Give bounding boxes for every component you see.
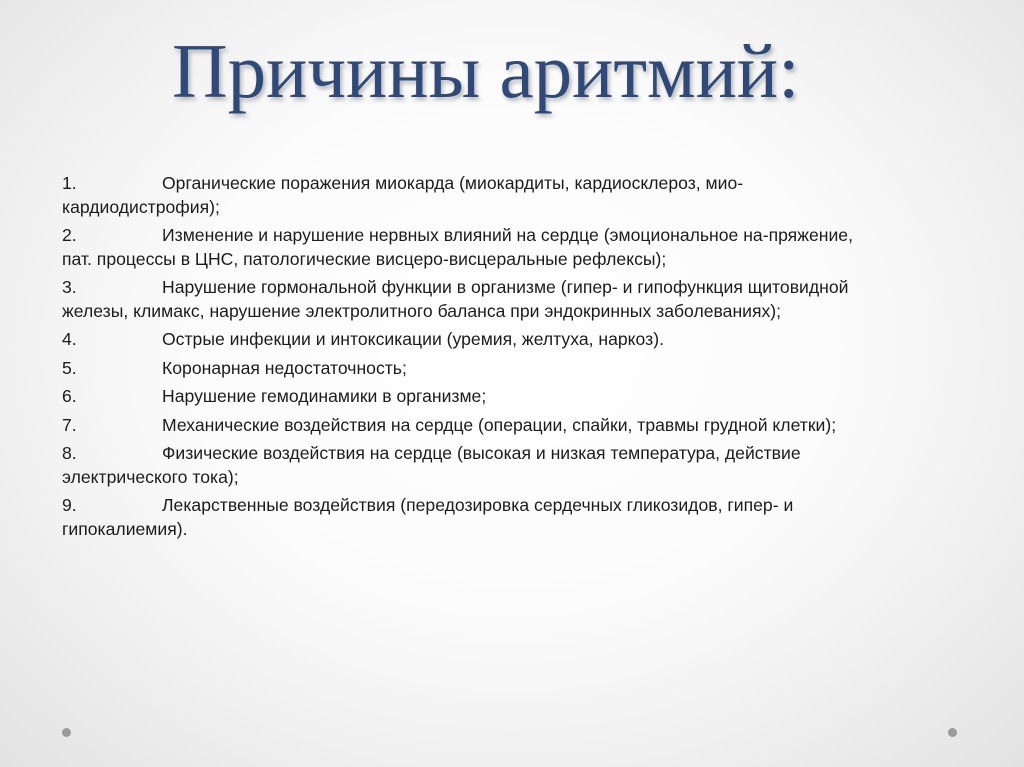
item-number: 9.: [62, 495, 77, 515]
corner-dot-icon: [62, 728, 71, 737]
item-text-continued: электрического тока);: [62, 466, 239, 487]
corner-dot-icon: [948, 728, 957, 737]
item-number: 5.: [62, 357, 77, 378]
item-text: Коронарная недостаточность;: [162, 357, 407, 378]
list-item: [62, 328, 962, 352]
item-text: Лекарственные воздействия (передозировка сердечных гликозидов, гипер- и: [162, 495, 794, 515]
item-text-continued: пат. процессы в ЦНС, патологические висцеро-висцеральные рефлексы);: [62, 248, 667, 269]
list-item: [62, 357, 962, 381]
item-number: 1.: [62, 173, 77, 193]
causes-list: [62, 172, 962, 546]
item-text-continued: кардиодистрофия);: [62, 196, 220, 217]
item-number: 3.: [62, 277, 77, 297]
item-text: Изменение и нарушение нервных влияний на сердце (эмоциональное на-пряжение,: [162, 225, 853, 245]
item-text: Механические воздействия на сердце (операции, спайки, травмы грудной клетки);: [162, 414, 837, 435]
item-text: Физические воздействия на сердце (высокая и низкая температура, действие: [162, 443, 801, 463]
list-item: [62, 172, 962, 219]
list-item: [62, 276, 962, 323]
item-text: Нарушение гормональной функции в организме (гипер- и гипофункция щитовидной: [162, 277, 849, 297]
item-number: 6.: [62, 386, 77, 406]
list-item: [62, 494, 962, 541]
item-text-continued: гипокалиемия).: [62, 518, 188, 539]
item-number: 8.: [62, 443, 77, 463]
list-item: [62, 385, 962, 409]
item-number: 2.: [62, 225, 77, 245]
item-text: Органические поражения миокарда (миокардиты, кардиосклероз, мио-: [162, 173, 744, 193]
list-item: [62, 224, 962, 271]
item-text: Острые инфекции и интоксикации (уремия, желтуха, наркоз).: [162, 329, 664, 349]
slide-title: Причины аритмий:: [172, 28, 800, 114]
list-item: [62, 414, 962, 438]
item-number: 4.: [62, 329, 77, 349]
item-number: 7.: [62, 414, 77, 435]
list-item: [62, 442, 962, 489]
item-text: Нарушение гемодинамики в организме;: [162, 386, 487, 406]
item-text-continued: железы, климакс, нарушение электролитного баланса при эндокринных заболеваниях);: [62, 300, 782, 321]
